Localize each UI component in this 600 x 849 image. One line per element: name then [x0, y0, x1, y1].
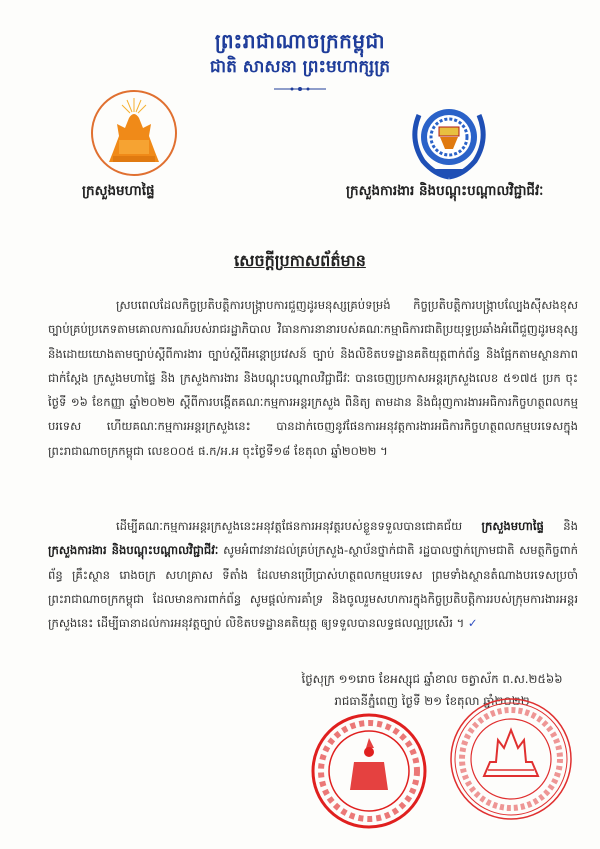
paragraph-1 — [48, 293, 578, 463]
ministry-of-interior-seal-icon — [310, 712, 428, 830]
kingdom-heading: ព្រះរាជាណាចក្រកម្ពុជា — [214, 29, 386, 53]
initials-mark: ✓ — [467, 616, 478, 631]
lunar-date: ថ្ងៃសុក្រ ១១រោច ខែអស្សុជ ឆ្នាំខាល ចត្វាស័ក ព.ស.២៥៦៦ — [301, 672, 563, 686]
ministry-of-labour-caption: ក្រសួងការងារ និងបណ្តុះបណ្តាលវិជ្ជាជីវៈ — [346, 183, 544, 199]
paragraph-2-and: និង — [543, 519, 578, 533]
paragraph-2-rest: សូមអំពាវនាវដល់គ្រប់ក្រសួង-ស្ថាប័នថ្នាក់ជាតិ រដ្ឋបាលថ្នាក់ក្រោមជាតិ សមត្ថកិច្ចពាក់ព័ន្ធ គ្រឹះស្ថាន រោងចក្រ សហគ្រាស ទីតាំង ដែលមានប្រើប្រាស់ហត្ថពលកម្មបរទេស ព្រមទាំងស្ថានតំណាងបរទេសប្រចាំព្រះរាជាណាចក្រកម្ពុជា ដែលមានការពាក់ព័ន្ធ សូមផ្តល់ការគាំទ្រ និងចូលរួមសហការក្នុងកិច្ចប្រតិបត្តិការរបស់ក្រុមការងារអន្តរក្រសួងនេះ ដើម្បីធានាដល់ការអនុវត្តច្បាប់ លិខិតបទដ្ឋានគតិយុត្ត ឲ្យទទួលបានលទ្ធផលល្អប្រសើរ ។ — [48, 543, 578, 631]
paragraph-2-start: ដើម្បីគណៈកម្មការអន្តរក្រសួងនេះអនុវត្តផែនការអនុវត្តរបស់ខ្លួនទទួលបានជោគជ័យ — [116, 519, 482, 533]
ministry-of-labour-bold: ក្រសួងការងារ និងបណ្តុះបណ្តាលវិជ្ជាជីវៈ — [48, 543, 219, 558]
ministry-of-interior-emblem-icon — [91, 90, 177, 176]
paragraph-2 — [48, 514, 578, 635]
solar-date: រាជធានីភ្នំពេញ ថ្ងៃទី ២១ ខែតុលា ឆ្នាំ២០២២ — [334, 694, 530, 708]
ornament-divider-icon — [270, 84, 330, 94]
ministry-of-interior-bold: ក្រសួងមហាផ្ទៃ — [481, 519, 544, 533]
ministry-of-labour-seal-icon — [448, 696, 574, 822]
ministry-of-labour-emblem-icon — [405, 95, 493, 183]
ministry-of-interior-caption: ក្រសួងមហាផ្ទៃ — [82, 183, 155, 199]
paragraph-1-text: ស្របពេលដែលកិច្ចប្រតិបត្តិការបង្ក្រាបការជួញដូរមនុស្សគ្រប់ទម្រង់ កិច្ចប្រតិបត្តិការបង្ក្រាបល្បែងស៊ីសងខុសច្បាប់គ្រប់ប្រភេទតាមគោលការណ៍របស់រាជរដ្ឋាភិបាល វិធានការនានារបស់គណៈកម្មាធិការជាតិប្រយុទ្ធប្រឆាំងអំពើជួញដូរមនុស្ស និងដោយយោងតាមច្បាប់ស្តីពីការងារ ច្បាប់ស្តីពីអន្តោប្រវេសន៍ ច្បាប់ និងលិខិតបទដ្ឋានគតិយុត្តពាក់ព័ន្ធ និងផ្អែកតាមស្ថានភាពជាក់ស្តែង ក្រសួងមហាផ្ទៃ និង ក្រសួងការងារ និងបណ្តុះបណ្តាលវិជ្ជាជីវៈ បានចេញប្រកាសអន្តរក្រសួងលេខ ៥១៧៥ ប្រក ចុះថ្ងៃទី ១៦ ខែកញ្ញា ឆ្នាំ២០២២ ស្តីពីការបង្កើតគណៈកម្មការអន្តរក្រសួង ពិនិត្យ តាមដាន និងជំរុញការងារអធិការកិច្ចហត្ថពលកម្មបរទេស ហើយគណៈកម្មការអន្តរក្រសួងនេះ បានដាក់ចេញនូវផែនការអនុវត្តការងារអធិការកិច្ចហត្ថពលកម្មបរទេសក្នុងព្រះរាជាណាចក្រកម្ពុជា លេខ០០៥ ផ.ក/អ.អ ចុះថ្ងៃទី១៨ ខែតុលា ឆ្នាំ២០២២ ។ — [48, 298, 578, 458]
document-title: សេចក្តីប្រកាសព័ត៌មាន — [234, 251, 366, 270]
national-motto: ជាតិ សាសនា ព្រះមហាក្សត្រ — [209, 57, 391, 77]
